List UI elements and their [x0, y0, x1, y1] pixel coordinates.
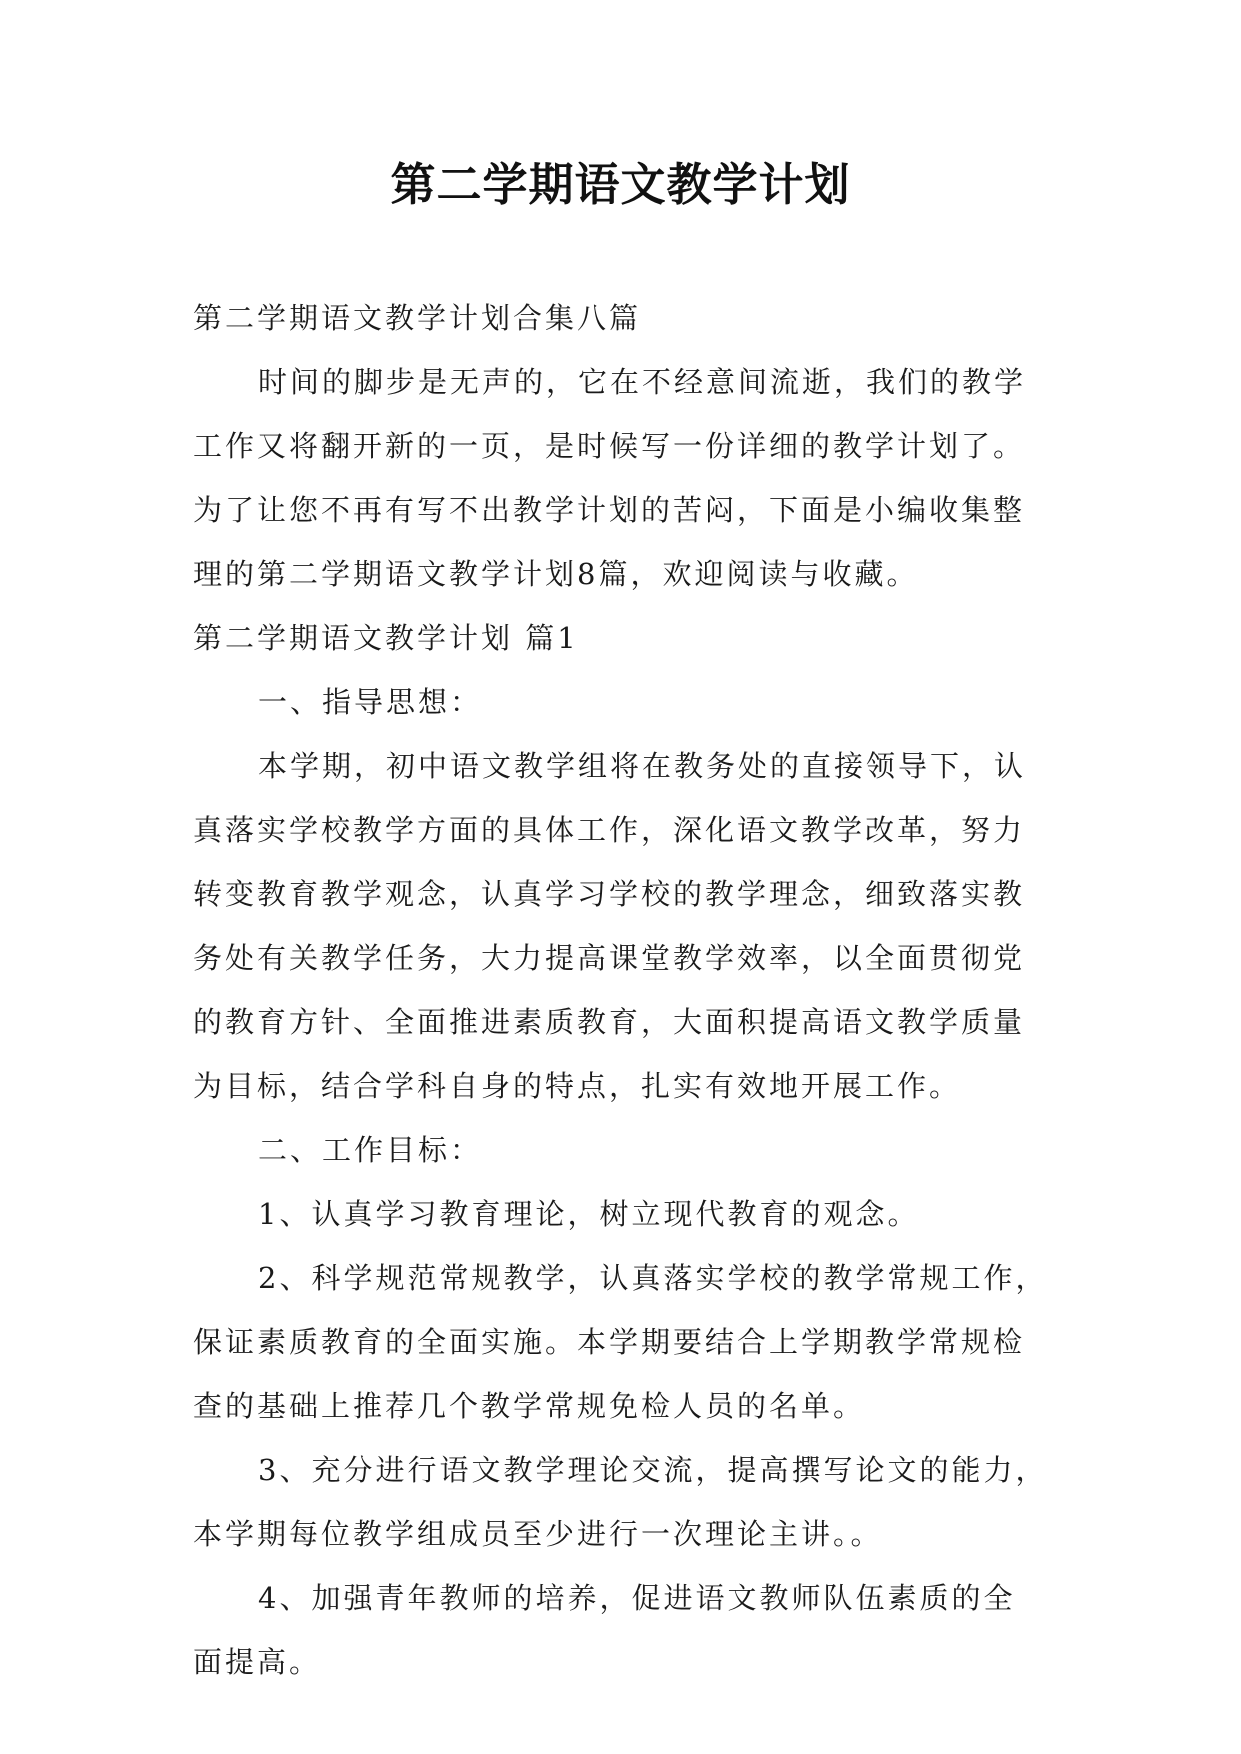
text-line: 第二学期语文教学计划 篇1: [193, 621, 579, 655]
text-line: 的教育方针、全面推进素质教育，大面积提高语文教学质量: [193, 1005, 1026, 1039]
text-line: 2、科学规范常规教学，认真落实学校的教学常规工作，: [258, 1261, 1048, 1295]
text-line: 保证素质教育的全面实施。本学期要结合上学期教学常规检: [193, 1325, 1026, 1359]
text-line: 查的基础上推荐几个教学常规免检人员的名单。: [193, 1389, 866, 1423]
text-line: 3、充分进行语文教学理论交流，提高撰写论文的能力，: [258, 1453, 1048, 1487]
document-body: [193, 286, 1080, 1694]
text-line: 为了让您不再有写不出教学计划的苦闷，下面是小编收集整: [193, 493, 1026, 527]
text-line: 转变教育教学观念，认真学习学校的教学理念，细致落实教: [193, 877, 1026, 911]
text-line: 一、指导思想：: [258, 685, 483, 719]
text-line: 第二学期语文教学计划合集八篇: [193, 301, 642, 335]
text-line: 1、认真学习教育理论，树立现代教育的观念。: [258, 1197, 920, 1231]
text-line: 工作又将翻开新的一页，是时候写一份详细的教学计划了。: [193, 429, 1026, 463]
text-line: 理的第二学期语文教学计划8篇，欢迎阅读与收藏。: [193, 557, 919, 591]
text-line: 为目标，结合学科自身的特点，扎实有效地开展工作。: [193, 1069, 962, 1103]
text-line: 本学期每位教学组成员至少进行一次理论主讲。。: [193, 1517, 883, 1551]
text-line: 本学期，初中语文教学组将在教务处的直接领导下，认: [258, 749, 1027, 783]
document-title: 第二学期语文教学计划: [390, 158, 851, 211]
text-line: 务处有关教学任务，大力提高课堂教学效率，以全面贯彻党: [193, 941, 1026, 975]
text-line: 时间的脚步是无声的，它在不经意间流逝，我们的教学: [258, 365, 1027, 399]
text-line: 真落实学校教学方面的具体工作，深化语文教学改革，努力: [193, 813, 1026, 847]
text-line: 面提高。: [193, 1645, 322, 1679]
text-line: 4、加强青年教师的培养，促进语文教师队伍素质的全: [258, 1581, 1016, 1615]
text-line: 二、工作目标：: [258, 1133, 483, 1167]
